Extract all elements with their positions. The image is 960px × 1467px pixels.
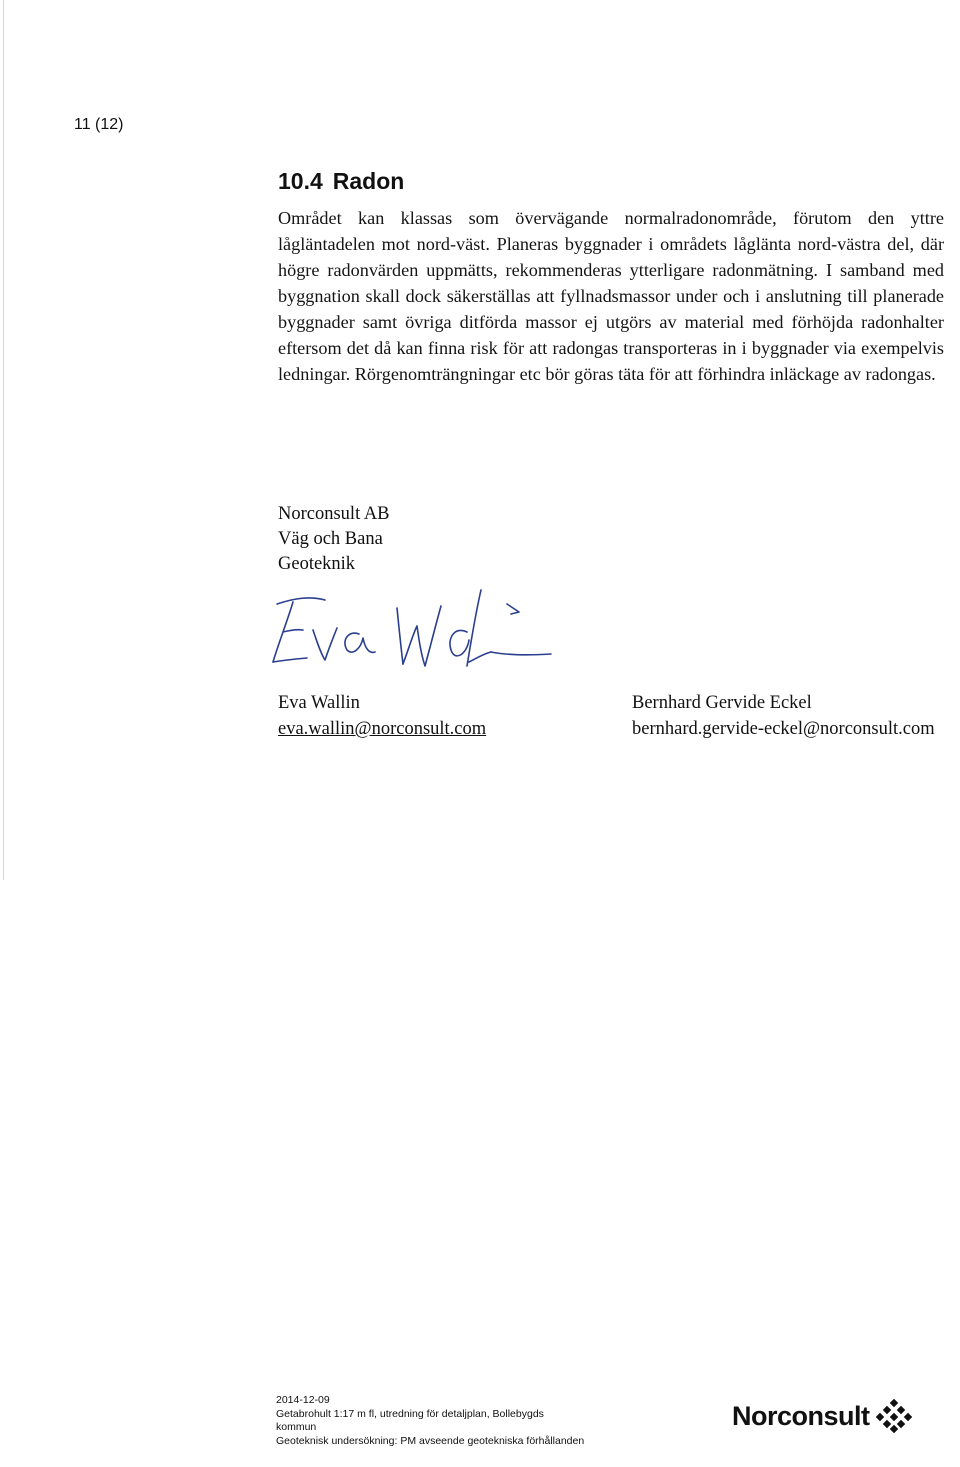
department-name: Geoteknik	[278, 554, 356, 574]
signer-email: bernhard.gervide-eckel@norconsult.com	[632, 719, 935, 739]
section-body: Området kan klassas som övervägande normalradonområde, förutom den yttre lågläntadelen mot nord-väst. Planeras byggnader i områdets låglänta nord-västra del, där högre radonvärden uppmätts, rekommenderas ytterligare radonmätning. I samband med byggnation skall dock säkerställas att fyllnadsmassor under och i anslutning till planerade byggnader samt övriga ditförda massor ej utgörs av material med förhöjda radonhalter eftersom det då kan finna risk för att radongas transporteras in i byggnader via exempelvis ledningar. Rörgenomträngningar etc bör göras täta för att förhindra inläckage av radongas.	[278, 208, 944, 384]
section-number: 10.4	[278, 168, 323, 194]
page-number: 11 (12)	[74, 116, 124, 133]
page-edge	[3, 0, 4, 880]
section-heading	[278, 168, 404, 195]
organization-block	[278, 502, 390, 577]
signer-name: Bernhard Gervide Eckel	[632, 693, 812, 713]
footer-project-line2: kommun	[276, 1421, 317, 1433]
footer-document-title: Geoteknisk undersökning: PM avseende geotekniska förhållanden	[276, 1434, 585, 1447]
logo-wordmark: Norconsult	[732, 1400, 870, 1431]
footer-info	[276, 1394, 606, 1448]
footer-date: 2014-12-09	[276, 1394, 330, 1406]
norconsult-diamond-icon	[876, 1398, 912, 1434]
signer-email-link[interactable]: eva.wallin@norconsult.com	[278, 719, 487, 739]
section-title: Radon	[332, 168, 405, 194]
footer-project-line1: Getabrohult 1:17 m fl, utredning för detaljplan, Bollebygds	[276, 1407, 544, 1420]
company-name: Norconsult AB	[278, 504, 390, 524]
division-name: Väg och Bana	[278, 529, 383, 549]
handwritten-signature	[255, 582, 565, 692]
signer-name: Eva Wallin	[278, 693, 360, 713]
signer-bernhard-gervide-eckel	[632, 690, 935, 742]
signer-eva-wallin	[278, 690, 486, 742]
norconsult-logo	[732, 1398, 912, 1434]
